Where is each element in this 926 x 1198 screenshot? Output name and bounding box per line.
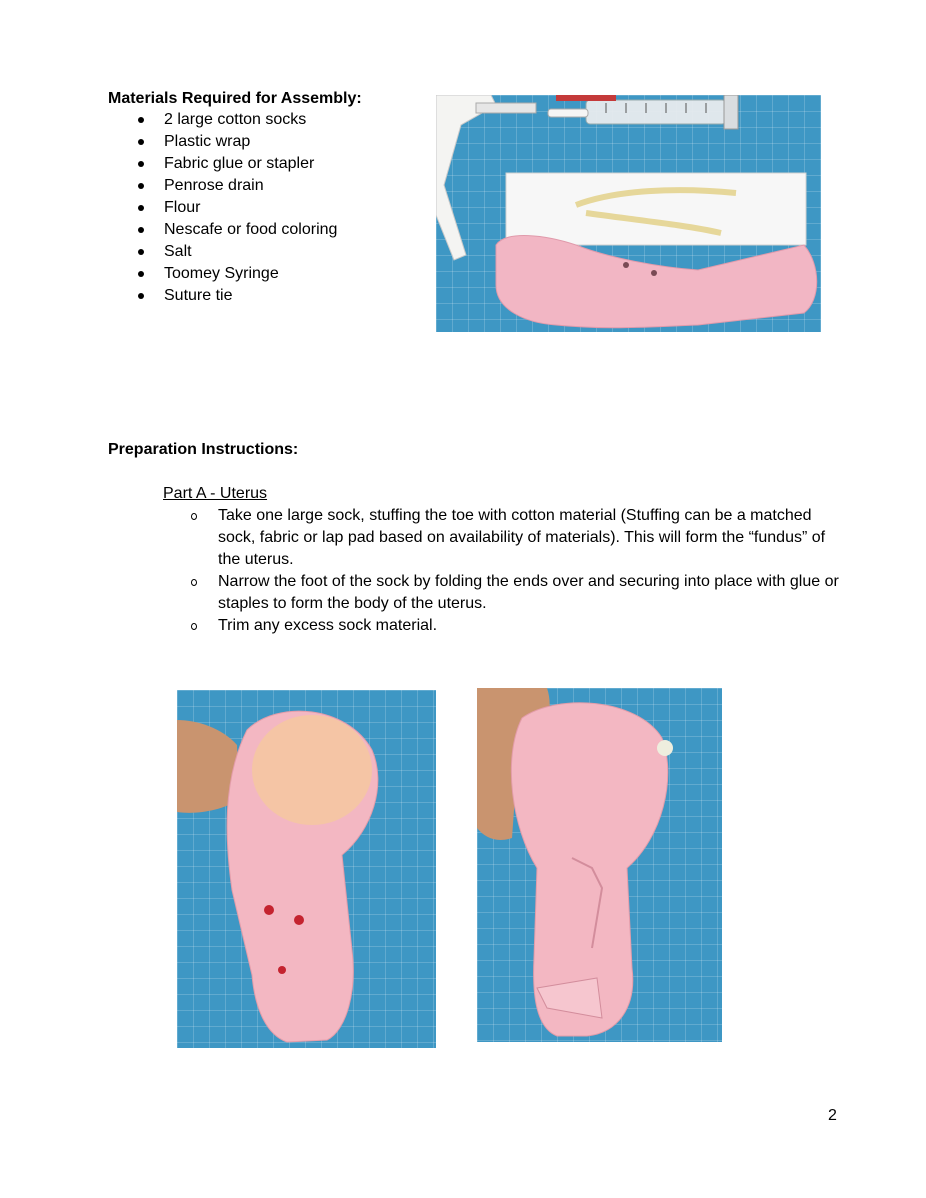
- list-item: Nescafe or food coloring: [108, 219, 337, 241]
- list-item: Plastic wrap: [108, 131, 337, 153]
- materials-list: [108, 109, 337, 307]
- list-item: Flour: [108, 197, 337, 219]
- materials-heading: Materials Required for Assembly:: [108, 90, 362, 107]
- materials-illustration: [436, 95, 821, 332]
- list-item: Salt: [108, 241, 337, 263]
- list-item: Suture tie: [108, 285, 337, 307]
- list-item: Penrose drain: [108, 175, 337, 197]
- list-item: Toomey Syringe: [108, 263, 337, 285]
- uterus-photo-front: [177, 690, 436, 1048]
- list-item: Trim any excess sock material.: [188, 615, 848, 637]
- list-item: Fabric glue or stapler: [108, 153, 337, 175]
- uterus-photo-back: [477, 688, 722, 1042]
- list-item: Take one large sock, stuffing the toe with cotton material (Stuffing can be a matched sock, fabric or lap pad based on availability of materials). This will form the “fundus” of the uterus.: [188, 505, 848, 571]
- uterus-front-illustration: [177, 690, 436, 1048]
- list-item: 2 large cotton socks: [108, 109, 337, 131]
- uterus-back-illustration: [477, 688, 722, 1042]
- list-item: Narrow the foot of the sock by folding the ends over and securing into place with glue or staples to form the body of the uterus.: [188, 571, 848, 615]
- part-a-steps: [188, 505, 848, 637]
- materials-photo: [436, 95, 821, 332]
- page-number: 2: [828, 1107, 837, 1124]
- preparation-heading: Preparation Instructions:: [108, 441, 299, 458]
- part-a-title: Part A - Uterus: [163, 485, 268, 502]
